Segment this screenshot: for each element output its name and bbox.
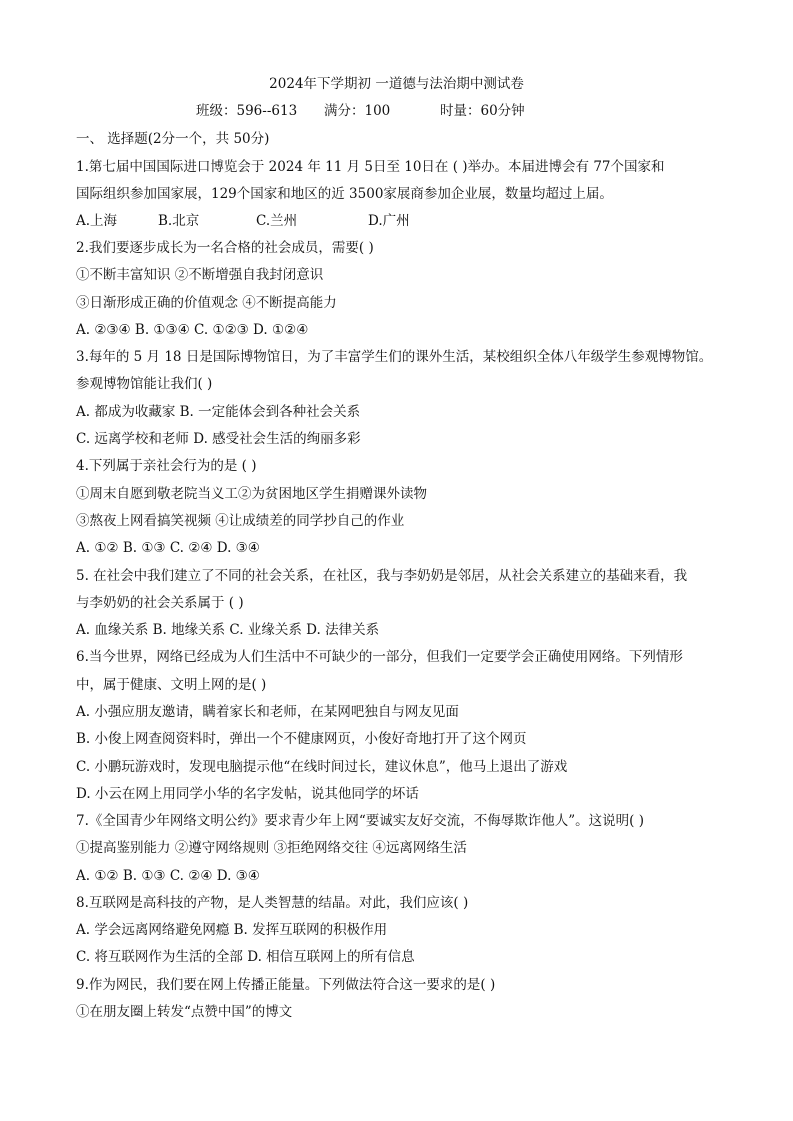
question-9-stem: 9.作为网民，我们要在网上传播正能量。下列做法符合这一要求的是( ) <box>76 977 496 993</box>
class-info: 班级：596--613 <box>196 103 298 119</box>
question-1-stem-line-1: 1.第七届中国国际进口博览会于 2024 年 11 月 5日至 10日在 ( )举办。本届进博会有 77个国家和 <box>76 159 665 175</box>
question-6-option-d: D. 小云在网上用同学小华的名字发帖，说其他同学的坏话 <box>76 786 419 802</box>
question-6-stem-line-1: 6.当今世界，网络已经成为人们生活中不可缺少的一部分，但我们一定要学会正确使用网络。下列情形 <box>76 649 683 665</box>
question-1-option-d: D.广州 <box>368 213 410 229</box>
question-2-answers: A. ②③④ B. ①③④ C. ①②③ D. ①②④ <box>76 322 309 338</box>
question-6-stem-line-2: 中，属于健康、文明上网的是( ) <box>76 677 267 693</box>
question-4-item-line-2: ③熬夜上网看搞笑视频 ④让成绩差的同学抄自己的作业 <box>76 513 405 529</box>
question-3-item-line-2: C. 远离学校和老师 D. 感受社会生活的绚丽多彩 <box>76 431 361 447</box>
question-1-options <box>76 211 410 231</box>
question-5-stem-line-2: 与李奶奶的社会关系属于 ( ) <box>76 595 244 611</box>
question-7-answers: A. ①② B. ①③ C. ②④ D. ③④ <box>76 868 260 884</box>
question-8-item-line-1: A. 学会远离网络避免网瘾 B. 发挥互联网的积极作用 <box>76 922 388 938</box>
question-6-option-b: B. 小俊上网查阅资料时，弹出一个不健康网页，小俊好奇地打开了这个网页 <box>76 731 527 747</box>
question-8-stem: 8.互联网是高科技的产物，是人类智慧的结晶。对此，我们应该( ) <box>76 895 469 911</box>
exam-title: 2024年下学期初 一道德与法治期中测试卷 <box>269 76 524 92</box>
question-3-stem-line-1: 3.每年的 5 月 18 日是国际博物馆日，为了丰富学生们的课外生活，某校组织全体八年级学生参观博物馆。 <box>76 349 713 365</box>
duration: 时量：60分钟 <box>440 103 525 119</box>
question-1-option-a: A.上海 <box>76 213 118 229</box>
question-4-answers: A. ①② B. ①③ C. ②④ D. ③④ <box>76 540 260 556</box>
question-2-stem: 2.我们要逐步成长为一名合格的社会成员，需要( ) <box>76 240 374 256</box>
question-7-items: ①提高鉴别能力 ②遵守网络规则 ③拒绝网络交往 ④远离网络生活 <box>76 840 467 856</box>
question-4-stem: 4.下列属于亲社会行为的是 ( ) <box>76 458 257 474</box>
question-2-item-line-2: ③日渐形成正确的价值观念 ④不断提高能力 <box>76 295 337 311</box>
full-score: 满分：100 <box>324 103 391 119</box>
question-7-stem: 7.《全国青少年网络文明公约》要求青少年上网“要诚实友好交流，不侮辱欺诈他人”。这说明( ) <box>76 813 645 829</box>
section-heading: 一、 选择题(2分一个，共 50分) <box>76 131 270 147</box>
question-1-option-b: B.北京 <box>158 213 200 229</box>
question-2-item-line-1: ①不断丰富知识 ②不断增强自我封闭意识 <box>76 267 324 283</box>
question-5-stem-line-1: 5. 在社会中我们建立了不同的社会关系，在社区，我与李奶奶是邻居，从社会关系建立的基础来看，我 <box>76 568 688 584</box>
question-5-answers: A. 血缘关系 B. 地缘关系 C. 业缘关系 D. 法律关系 <box>76 622 380 638</box>
question-8-item-line-2: C. 将互联网作为生活的全部 D. 相信互联网上的所有信息 <box>76 949 415 965</box>
question-3-stem-line-2: 参观博物馆能让我们( ) <box>76 376 213 392</box>
question-4-item-line-1: ①周末自愿到敬老院当义工②为贫困地区学生捐赠课外读物 <box>76 486 427 502</box>
question-1-option-c: C.兰州 <box>256 213 298 229</box>
question-6-option-a: A. 小强应朋友邀请，瞒着家长和老师，在某网吧独自与网友见面 <box>76 704 459 720</box>
question-6-option-c: C. 小鹏玩游戏时，发现电脑提示他“在线时间过长，建议休息”，他马上退出了游戏 <box>76 759 568 775</box>
question-1-stem-line-2: 国际组织参加国家展，129个国家和地区的近 3500家展商参加企业展，数量均超过上届。 <box>76 186 613 202</box>
question-3-item-line-1: A. 都成为收藏家 B. 一定能体会到各种社会关系 <box>76 404 361 420</box>
exam-meta-row <box>196 101 525 121</box>
question-9-item-line-1: ①在朋友圈上转发“点赞中国”的博文 <box>76 1004 293 1020</box>
